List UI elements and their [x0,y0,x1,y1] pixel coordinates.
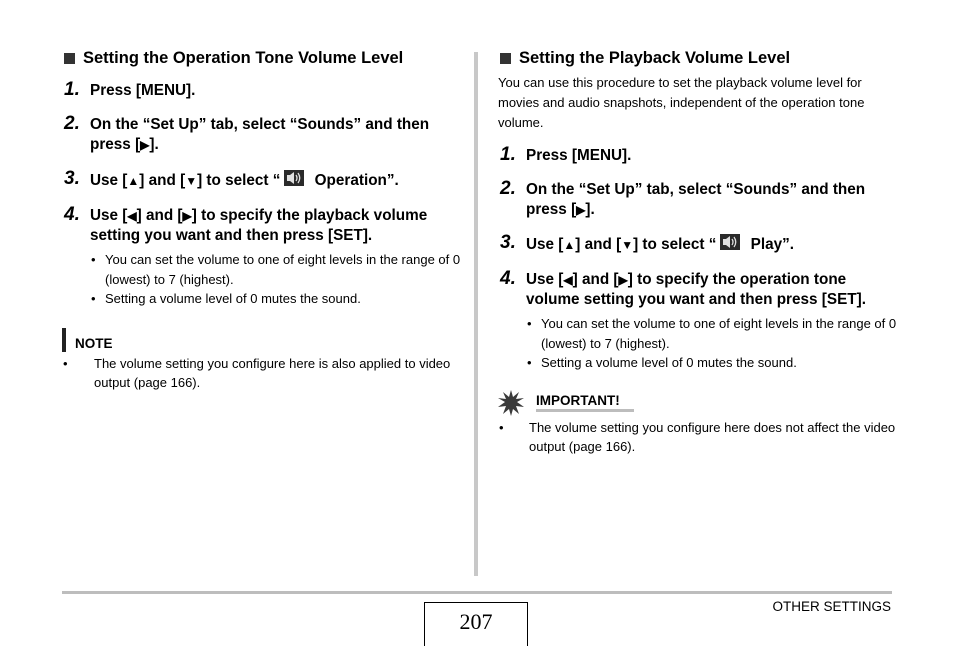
up-arrow-icon: ▲ [563,238,576,253]
left-step-4-bullets [90,250,462,309]
right-intro: You can use this procedure to set the playback volume level for movies and audio snapshots, independent of the operation tone volume. [498,75,865,130]
note-list [62,354,462,393]
speaker-icon [720,234,740,256]
right-arrow-icon: ▶ [140,138,150,152]
right-step-3: 3. Use [▲] and [▼] to select “ Play”. [498,234,898,256]
right-arrow-icon: ▶ [618,273,628,287]
square-bullet-icon [500,53,511,64]
note-bar-icon [62,328,66,352]
footer-rule [62,591,892,594]
right-column [498,48,898,457]
starburst-icon [498,390,524,416]
left-step-1: 1. Press [MENU]. [64,79,196,100]
left-arrow-icon: ◀ [127,209,137,223]
list-item: • You can set the volume to one of eight levels in the range of 0 (lowest) to 7 (highest). [526,314,898,353]
left-column [62,48,462,393]
footer-section-label: OTHER SETTINGS [772,599,891,614]
column-divider [474,52,478,576]
right-step-4: 4. Use [◀] and [▶] to specify the operation tone volume setting you want and then press [SET]. • You can set the volume to one of eight levels in the range of 0 (lowest) to 7 (highest). • Setting a volume level of 0 mutes the sound. [498,270,898,373]
down-arrow-icon: ▼ [621,238,634,253]
down-arrow-icon: ▼ [185,174,198,189]
list-item: • The volume setting you configure here is also applied to video output (page 166). [62,354,462,393]
list-item: • Setting a volume level of 0 mutes the sound. [90,289,462,309]
right-section-title: Setting the Playback Volume Level [498,48,898,68]
left-step-4: 4. Use [◀] and [▶] to specify the playback volume setting you want and then press [SET]. • You can set the volume to one of eight levels in the range of 0 (lowest) to 7 (highest). • Setting a volume level of 0 mutes the sound. [62,206,462,309]
list-item: • You can set the volume to one of eight levels in the range of 0 (lowest) to 7 (highest). [90,250,462,289]
note-heading: NOTE [62,328,462,352]
important-heading: IMPORTANT! [498,390,898,416]
right-arrow-icon: ▶ [182,209,192,223]
right-arrow-icon: ▶ [576,203,586,217]
left-step-2: 2. On the “Set Up” tab, select “Sounds” and then press [▶]. [64,113,430,153]
note-box [62,328,462,393]
list-item: • Setting a volume level of 0 mutes the sound. [526,353,898,373]
up-arrow-icon: ▲ [127,174,140,189]
square-bullet-icon [64,53,75,64]
left-section-title: Setting the Operation Tone Volume Level [62,48,462,68]
right-step-1: 1. Press [MENU]. [500,144,632,165]
left-step-3: 3. Use [▲] and [▼] to select “ Operation”. [62,170,462,192]
left-arrow-icon: ◀ [563,273,573,287]
important-list [498,418,898,457]
page-number: 207 [424,602,528,646]
right-step-2: 2. On the “Set Up” tab, select “Sounds” and then press [▶]. [500,178,866,218]
speaker-icon [284,170,304,192]
right-step-4-bullets [526,314,898,373]
list-item: • The volume setting you configure here does not affect the video output (page 166). [498,418,898,457]
important-box [498,390,898,457]
